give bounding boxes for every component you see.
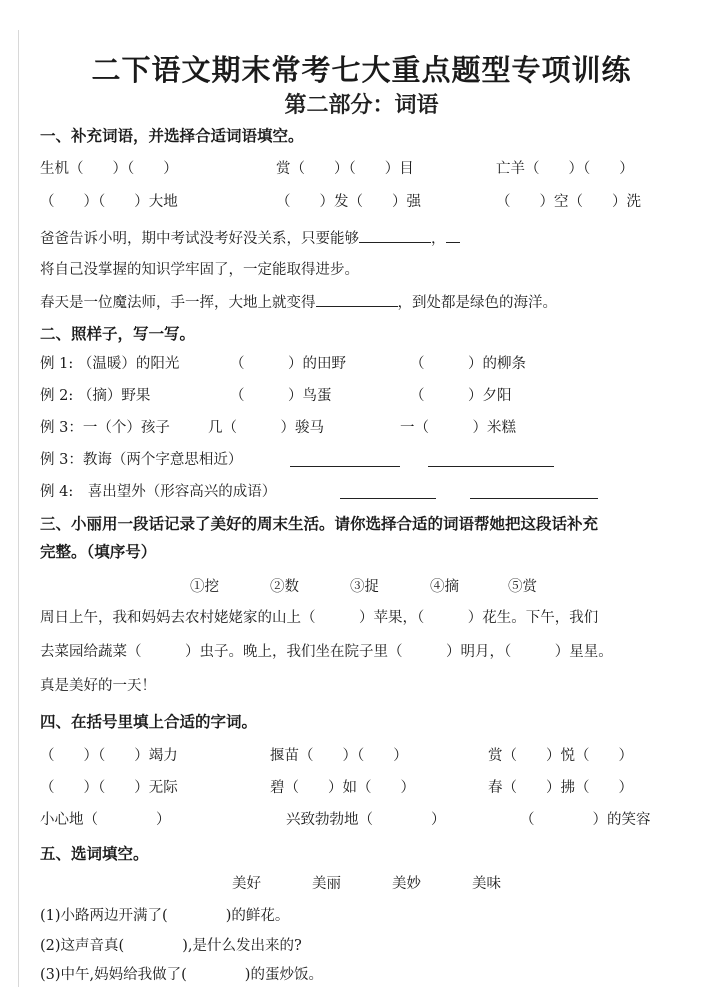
section2-example2 <box>40 384 700 406</box>
word-option: 美味 <box>472 876 501 892</box>
option-label: ④摘 <box>430 579 459 595</box>
sentence-text: ，到处都是绿色的海洋。 <box>397 295 557 311</box>
option-label: ⑤赏 <box>508 579 537 595</box>
idiom-blank-3: 亡羊（ ）（ ） <box>496 161 634 177</box>
word-option: 美妙 <box>392 876 421 892</box>
section5-options <box>232 872 532 894</box>
sentence-text: 春天是一位魔法师，手一挥，大地上就变得 <box>40 295 316 311</box>
fill-blank[interactable] <box>316 290 398 307</box>
section1-sentence1 <box>40 226 460 248</box>
example-blank: （ ）的田野 <box>230 356 346 372</box>
example-blank: 几（ ）骏马 <box>208 420 324 436</box>
section1-sentence2 <box>40 290 557 312</box>
page-title: 二下语文期末常考七大重点题型专项训练 <box>91 53 632 87</box>
section4-row1 <box>40 744 700 766</box>
fill-item: 小心地（ ） <box>40 812 171 828</box>
section3-paragraph-line3: 真是美好的一天！ <box>40 678 156 694</box>
fill-item: 春（ ）拂（ ） <box>488 780 633 796</box>
section3-heading-line1: 三、小丽用一段话记录了美好的周末生活。请你选择合适的词语帮她把这段话补充 <box>40 515 599 533</box>
option-label: ②数 <box>270 579 299 595</box>
section1-heading: 一、补充词语，并选择合适词语填空。 <box>40 127 304 145</box>
fill-item: 兴致勃勃地（ ） <box>286 812 446 828</box>
section2-example3 <box>40 416 700 438</box>
section1-row2 <box>40 190 700 212</box>
answer-line[interactable] <box>428 450 554 467</box>
section1-row1 <box>40 157 700 179</box>
section3-paragraph-line2: 去菜园给蔬菜（ ）虫子。晚上，我们坐在院子里（ ）明月，（ ）星星。 <box>40 644 613 660</box>
option-label: ③捉 <box>350 579 379 595</box>
example-blank: （ ）夕阳 <box>410 388 512 404</box>
example-text: 例 4: 喜出望外（形容高兴的成语） <box>40 484 277 500</box>
option-label: ①挖 <box>190 579 219 595</box>
section2-heading: 二、照样子，写一写。 <box>40 325 196 343</box>
section5-item1: (1)小路两边开满了( )的鲜花。 <box>40 908 290 924</box>
fill-item: 赏（ ）悦（ ） <box>488 748 633 764</box>
fill-item: （ ）（ ）竭力 <box>40 748 178 764</box>
section2-example5 <box>40 480 700 502</box>
example-blank: （ ）的柳条 <box>410 356 526 372</box>
answer-line[interactable] <box>340 482 436 499</box>
section2-example4 <box>40 448 700 470</box>
fill-blank[interactable] <box>359 226 431 243</box>
section5-item2: (2)这声音真( ),是什么发出来的? <box>40 938 302 954</box>
idiom-blank-5: （ ）发（ ）强 <box>276 194 421 210</box>
example-text: 例 1: （温暖）的阳光 <box>40 356 180 372</box>
idiom-blank-1: 生机（ ）（ ） <box>40 161 178 177</box>
section5-item3: (3)中午,妈妈给我做了( )的蛋炒饭。 <box>40 967 323 983</box>
idiom-blank-4: （ ）（ ）大地 <box>40 194 178 210</box>
section3-heading-line2: 完整。（填序号） <box>40 543 157 561</box>
section3-paragraph-line1: 周日上午，我和妈妈去农村姥姥家的山上（ ）苹果，（ ）花生。下午，我们 <box>40 610 599 626</box>
example-blank: 一（ ）米糕 <box>400 420 516 436</box>
word-option: 美好 <box>232 876 261 892</box>
left-margin-line <box>18 30 19 987</box>
sentence-text: 爸爸告诉小明，期中考试没考好没关系，只要能够 <box>40 231 359 247</box>
fill-item: （ ）的笑容 <box>520 812 651 828</box>
example-text: 例 3：一（个）孩子 <box>40 420 170 436</box>
answer-line[interactable] <box>470 482 598 499</box>
fill-blank[interactable] <box>446 226 460 243</box>
section4-row3 <box>40 808 700 830</box>
fill-item: 揠苗（ ）（ ） <box>270 748 408 764</box>
page-subtitle: 第二部分：词语 <box>284 92 439 118</box>
example-text: 例 2: （摘）野果 <box>40 388 151 404</box>
section4-heading: 四、在括号里填上合适的字词。 <box>40 713 258 731</box>
example-blank: （ ）鸟蛋 <box>230 388 332 404</box>
word-option: 美丽 <box>312 876 341 892</box>
section2-example1 <box>40 352 700 374</box>
fill-item: 碧（ ）如（ ） <box>270 780 415 796</box>
section4-row2 <box>40 776 700 798</box>
answer-line[interactable] <box>290 450 400 467</box>
idiom-blank-2: 赏（ ）（ ）目 <box>276 161 414 177</box>
example-text: 例 3：教诲（两个字意思相近） <box>40 452 243 468</box>
section5-heading: 五、选词填空。 <box>40 845 149 863</box>
idiom-blank-6: （ ）空（ ）洗 <box>496 194 641 210</box>
sentence-text: ， <box>431 231 446 247</box>
section1-sentence1-cont: 将自己没掌握的知识学牢固了，一定能取得进步。 <box>40 262 359 278</box>
fill-item: （ ）（ ）无际 <box>40 780 178 796</box>
section3-options <box>190 575 550 597</box>
